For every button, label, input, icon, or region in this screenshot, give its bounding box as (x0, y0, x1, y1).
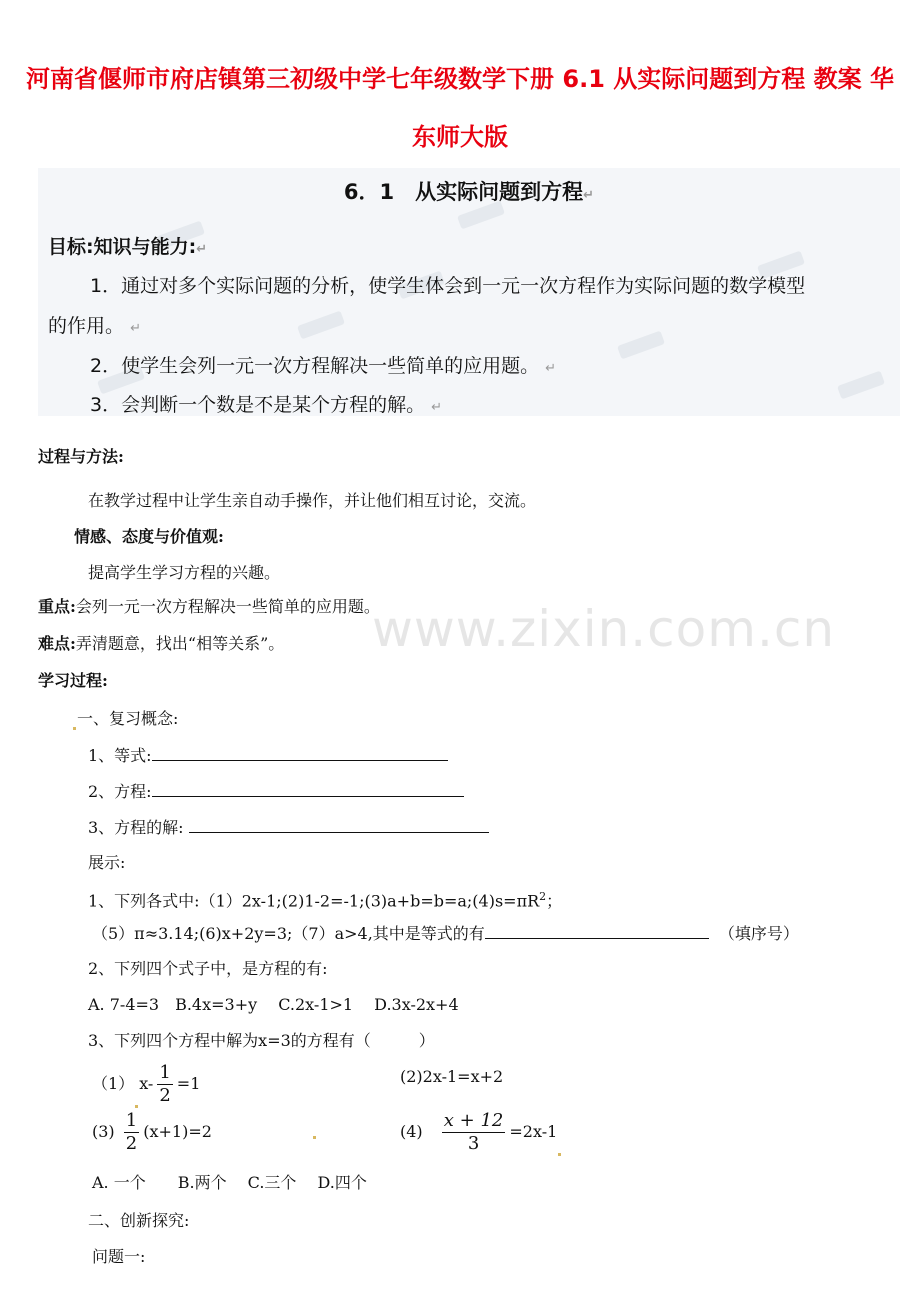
fraction-one-half: $\frac{1}{2}$ (159, 1062, 171, 1106)
difficulty: 难点:弄清题意，找出“相等关系”。 (38, 634, 285, 653)
equation-2: (2)2x-1=x+2 (400, 1067, 504, 1086)
pasted-image-block (38, 168, 900, 416)
review-heading: 一、复习概念: (72, 708, 178, 730)
process-heading: 过程与方法: (38, 447, 124, 466)
section-heading: 6．1 从实际问题到方程↵ (343, 180, 595, 204)
document-title: 河南省偃师市府店镇第三初级中学七年级数学下册 6.1 从实际问题到方程 教案 华东师大版 (26, 65, 894, 151)
review-item-solution: 3、方程的解: (88, 816, 489, 839)
question-2-stem: 2、下列四个式子中，是方程的有: (88, 959, 328, 978)
review-item-equality: 1、等式: (88, 744, 448, 767)
explore-heading: 二、创新探究: (88, 1211, 190, 1230)
goal-item-3: 3．会判断一个数是不是某个方程的解。 ↵ (90, 394, 443, 416)
show-label: 展示: (88, 853, 126, 872)
question-1-line-1: 1、下列各式中$:(1)2x-1;(2)1-2=-1;(3)a+b=b=a;(4)s=\pi R^2$； (88, 890, 563, 911)
problem-1-label: 问题一: (92, 1247, 146, 1266)
question-1-line-2: （5）π≈3.14;(6)x+2y=3;（7）a>4,其中是等式的有 （填序号） (92, 924, 799, 943)
equation-4: (4) $\frac{x + 12}{3}$ =2x-1 (400, 1108, 562, 1156)
emotion-heading: 情感、态度与价值观: (74, 527, 224, 546)
goal-item-1: 1．通过对多个实际问题的分析，使学生体会到一元一次方程作为实际问题的数学模型 (90, 275, 806, 297)
site-watermark: www.zixin.com.cn (372, 600, 836, 658)
equation-3: (3) $\frac{1}{2}$ (x+1)=2 (92, 1110, 212, 1154)
goal-heading: 目标:知识与能力:↵ (48, 236, 208, 258)
study-heading: 学习过程: (38, 671, 108, 690)
goal-item-2: 2．使学生会列一元一次方程解决一些简单的应用题。 ↵ (90, 355, 557, 377)
review-item-equation: 2、方程: (88, 780, 464, 803)
question-2-options: A. 7-4=3 B.4x=3+y C.2x-1>1 D.3x-2x+4 (88, 995, 459, 1014)
fraction-one-half-2: $\frac{1}{2}$ (125, 1110, 138, 1154)
emotion-text: 提高学生学习方程的兴趣。 (88, 563, 281, 582)
key-point: 重点:会列一元一次方程解决一些简单的应用题。 (38, 597, 380, 616)
fraction-x-plus-12-over-3: $\frac{x + 12}{3}$ (443, 1110, 504, 1154)
process-text: 在教学过程中让学生亲自动手操作，并让他们相互讨论，交流。 (88, 491, 537, 510)
question-3-options: A. 一个 B.两个 C.三个 D.四个 (92, 1173, 367, 1192)
equation-1: （1） x- $\frac{1}{2}$ =1 (92, 1062, 201, 1106)
goal-item-1-continued: 的作用。 ↵ (48, 315, 141, 337)
question-3-stem: 3、下列四个方程中解为x=3的方程有（ ） (88, 1031, 435, 1050)
